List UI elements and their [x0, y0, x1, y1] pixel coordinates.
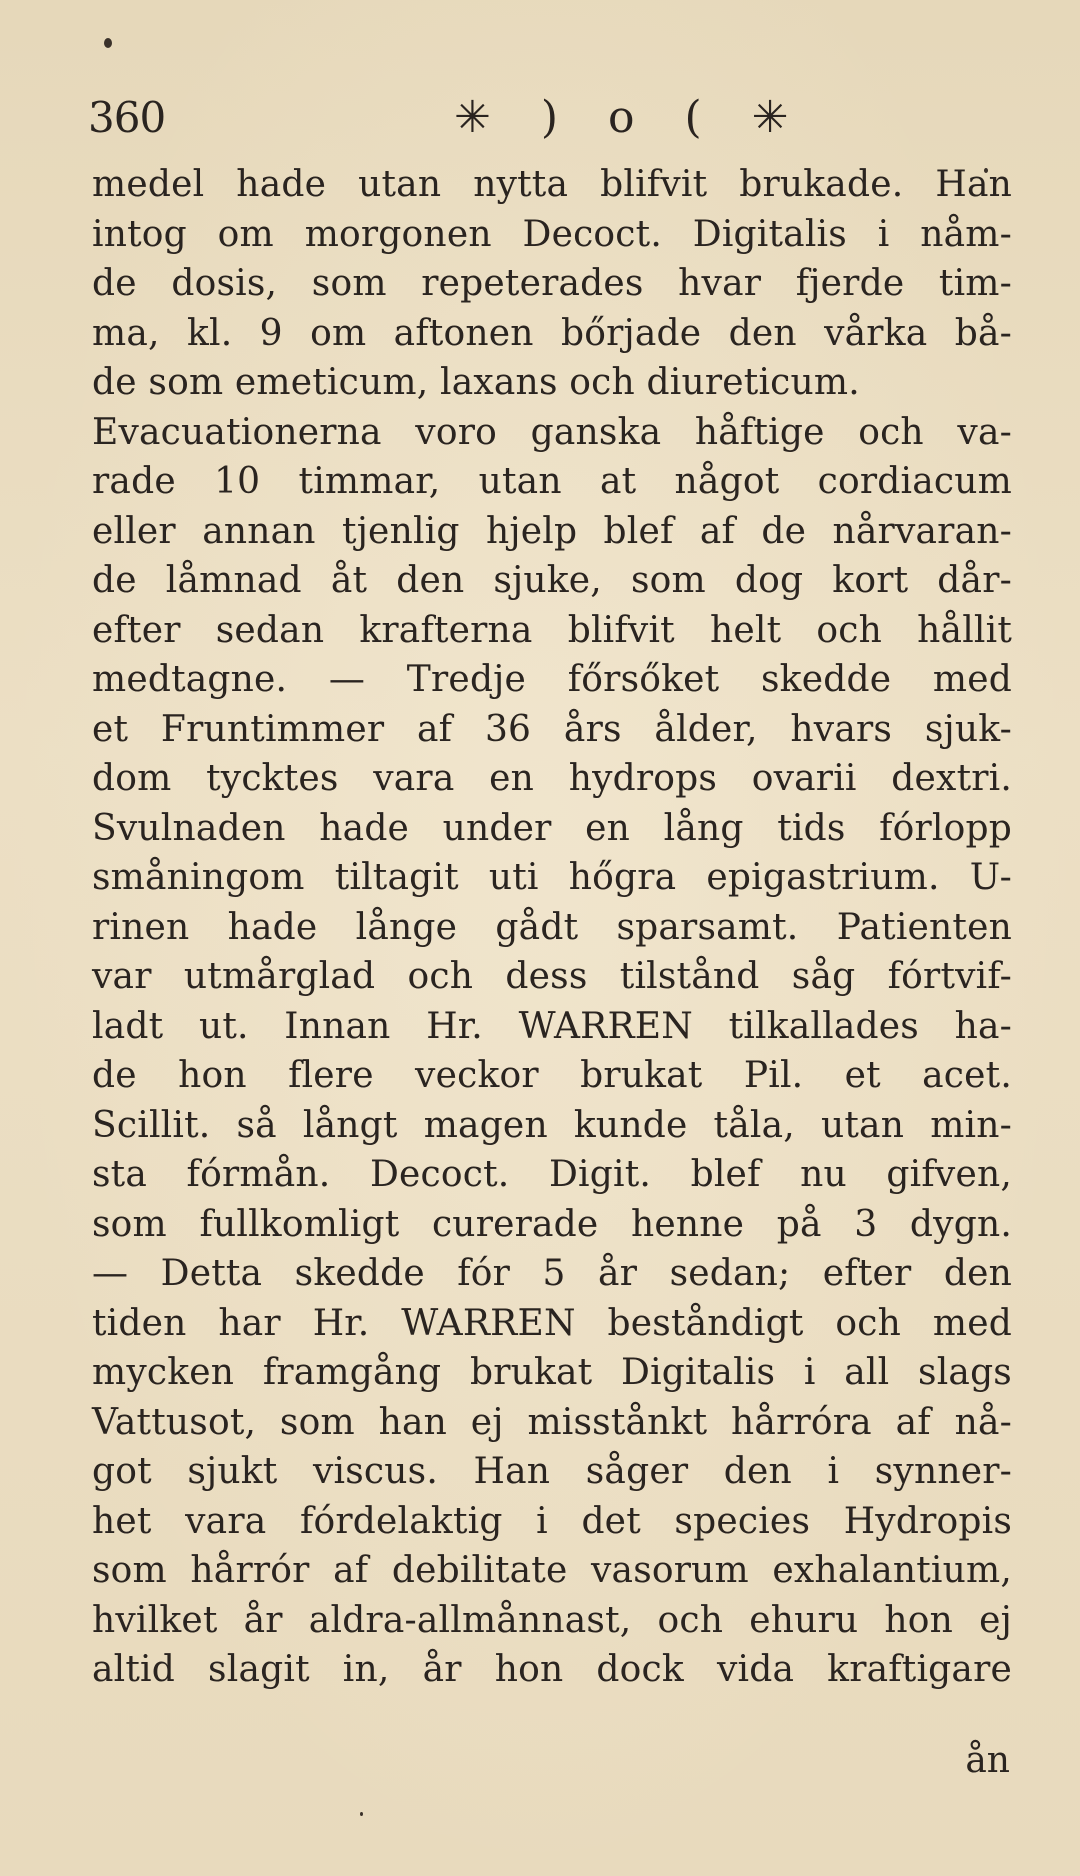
text-body — [92, 160, 1012, 1695]
text-line: som fullkomligt curerade henne på 3 dygn. — [92, 1203, 1012, 1245]
text-line: dom tycktes vara en hydrops ovarii dextri. — [92, 758, 1012, 799]
text-line: hvilket år aldra-allmånnast, och ehuru hon ej — [92, 1599, 1012, 1641]
catchword-row — [965, 1736, 1010, 1786]
ink-speck — [360, 1812, 363, 1816]
catchword: ån — [965, 1740, 1010, 1781]
text-line: Svulnaden hade under en lång tids fórlopp — [92, 807, 1012, 849]
text-line: Vattusot, som han ej misstånkt hårróra af nå- — [92, 1401, 1012, 1443]
text-line: intog om morgonen Decoct. Digitalis i nåm- — [92, 213, 1012, 255]
text-line: de dosis, som repeterades hvar fjerde tim- — [92, 263, 1012, 304]
text-line: tiden har Hr. WARREN beståndigt och med — [92, 1302, 1012, 1344]
text-line: medtagne. — Tredje főrsőket skedde med — [92, 659, 1012, 700]
text-line: Evacuationerna voro ganska håftige och va- — [92, 411, 1012, 453]
text-line: som hårrór af debilitate vasorum exhalantium, — [92, 1550, 1012, 1591]
text-line: de som emeticum, laxans och diureticum. — [92, 362, 860, 403]
text-line: småningom tiltagit uti hőgra epigastrium. U- — [92, 857, 1012, 898]
running-head: ✳ ) o ( ✳ — [454, 92, 807, 143]
text-line: — Detta skedde fór 5 år sedan; efter den — [92, 1253, 1012, 1294]
text-line: sta fórmån. Decoct. Digit. blef nu gifven, — [92, 1154, 1012, 1195]
text-line: ma, kl. 9 om aftonen bőrjade den vårka bå- — [92, 312, 1012, 354]
text-line: het vara fórdelaktig i det species Hydropis — [92, 1500, 1012, 1542]
text-line: rade 10 timmar, utan at något cordiacum — [92, 461, 1012, 502]
text-line: ladt ut. Innan Hr. WARREN tilkallades ha- — [92, 1005, 1012, 1047]
text-line: efter sedan krafterna blifvit helt och hållit — [92, 609, 1012, 651]
text-line: mycken framgång brukat Digitalis i all slags — [92, 1352, 1012, 1393]
text-line: medel hade utan nytta blifvit brukade. Han — [92, 164, 1012, 205]
text-line: Scillit. så långt magen kunde tåla, utan min- — [92, 1104, 1012, 1146]
text-line: got sjukt viscus. Han såger den i synner- — [92, 1451, 1012, 1492]
text-line: var utmårglad och dess tilstånd såg fórtvif- — [92, 956, 1012, 997]
text-line: et Fruntimmer af 36 års ålder, hvars sjuk- — [92, 708, 1012, 750]
page-number: 360 — [88, 93, 166, 142]
text-line: rinen hade långe gådt sparsamt. Patienten — [92, 906, 1012, 948]
text-line: altid slagit in, år hon dock vida kraftigare — [92, 1649, 1012, 1690]
text-line: de låmnad åt den sjuke, som dog kort dår- — [92, 560, 1012, 601]
text-line: eller annan tjenlig hjelp blef af de nårvaran- — [92, 510, 1012, 552]
page-header — [88, 88, 1028, 148]
text-line: de hon flere veckor brukat Pil. et acet. — [92, 1055, 1012, 1096]
ink-speck — [104, 38, 112, 48]
